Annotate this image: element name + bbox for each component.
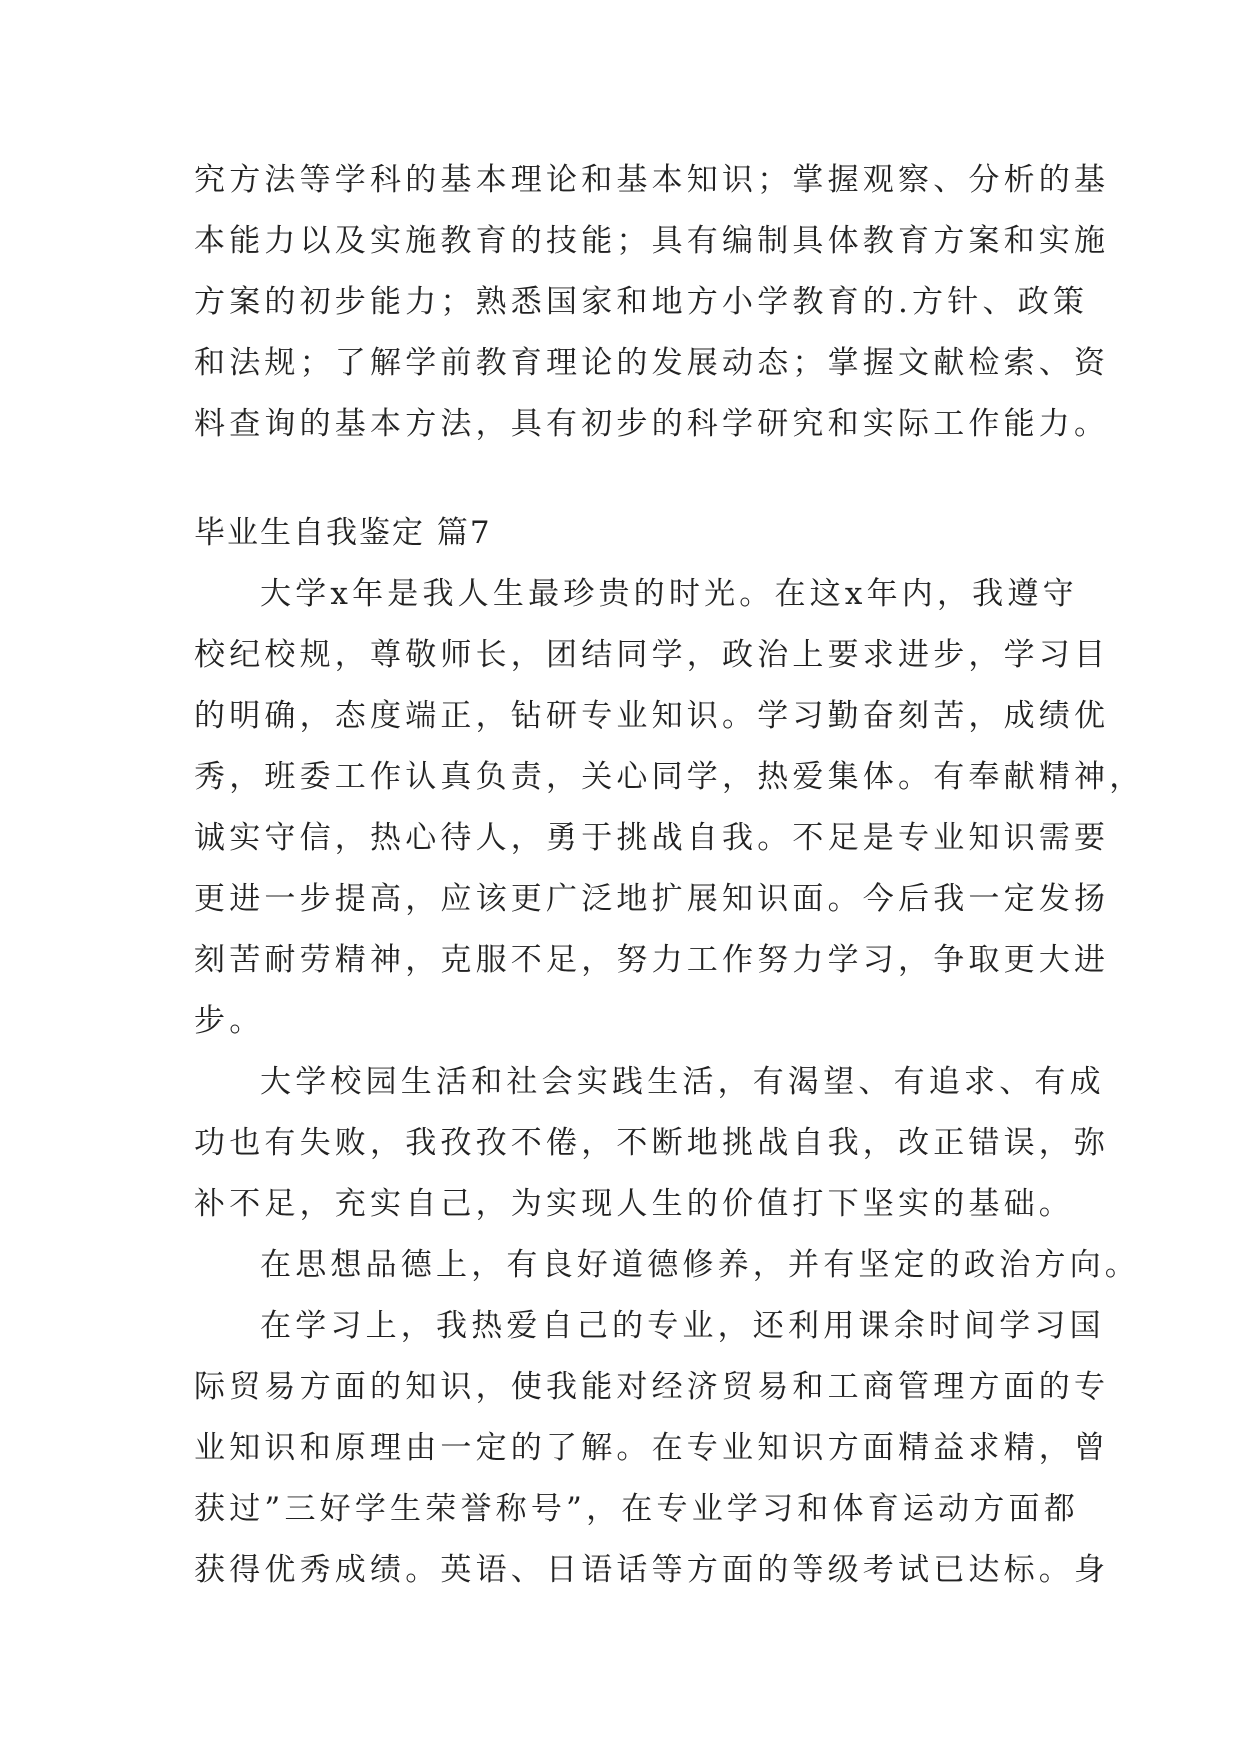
text-line: 补不足，充实自己，为实现人生的价值打下坚实的基础。 xyxy=(194,1186,1074,1222)
text-line: 究方法等学科的基本理论和基本知识；掌握观察、分析的基 xyxy=(194,162,1110,198)
text-line: 秀，班委工作认真负责，关心同学，热爱集体。有奉献精神， xyxy=(194,759,1145,795)
text-line: 料查询的基本方法，具有初步的科学研究和实际工作能力。 xyxy=(194,406,1110,442)
intro-continuation-paragraph xyxy=(194,150,1110,455)
text-line: 步。 xyxy=(194,1003,265,1039)
paragraph-2 xyxy=(194,1052,1110,1235)
text-line: 获过”三好学生荣誉称号”，在专业学习和体育运动方面都 xyxy=(194,1491,1079,1527)
text-line: 校纪校规，尊敬师长，团结同学，政治上要求进步，学习目 xyxy=(194,637,1110,673)
section-spacer xyxy=(194,455,1054,503)
section-heading: 毕业生自我鉴定 篇7 xyxy=(194,515,492,551)
text-line: 大学x年是我人生最珍贵的时光。在这x年内，我遵守 xyxy=(260,576,1078,612)
paragraph-1 xyxy=(194,564,1145,1052)
text-line: 方案的初步能力；熟悉国家和地方小学教育的.方针、政策 xyxy=(194,284,1089,320)
text-line: 本能力以及实施教育的技能；具有编制具体教育方案和实施 xyxy=(194,223,1110,259)
text-line: 刻苦耐劳精神，克服不足，努力工作努力学习，争取更大进 xyxy=(194,942,1110,978)
text-line: 在学习上，我热爱自己的专业，还利用课余时间学习国 xyxy=(260,1308,1105,1344)
text-line: 诚实守信，热心待人，勇于挑战自我。不足是专业知识需要 xyxy=(194,820,1110,856)
paragraph-4 xyxy=(194,1296,1110,1601)
text-line: 获得优秀成绩。英语、日语话等方面的等级考试已达标。身 xyxy=(194,1552,1110,1588)
text-line: 更进一步提高，应该更广泛地扩展知识面。今后我一定发扬 xyxy=(194,881,1110,917)
text-line: 际贸易方面的知识，使我能对经济贸易和工商管理方面的专 xyxy=(194,1369,1110,1405)
text-line: 大学校园生活和社会实践生活，有渴望、有追求、有成 xyxy=(260,1064,1105,1100)
paragraph-3 xyxy=(194,1235,1140,1296)
text-line: 的明确，态度端正，钻研专业知识。学习勤奋刻苦，成绩优 xyxy=(194,698,1110,734)
text-line: 和法规；了解学前教育理论的发展动态；掌握文献检索、资 xyxy=(194,345,1110,381)
text-line: 在思想品德上，有良好道德修养，并有坚定的政治方向。 xyxy=(260,1247,1140,1283)
text-line: 业知识和原理由一定的了解。在专业知识方面精益求精，曾 xyxy=(194,1430,1110,1466)
text-line: 功也有失败，我孜孜不倦，不断地挑战自我，改正错误，弥 xyxy=(194,1125,1110,1161)
document-page xyxy=(194,150,1145,1601)
